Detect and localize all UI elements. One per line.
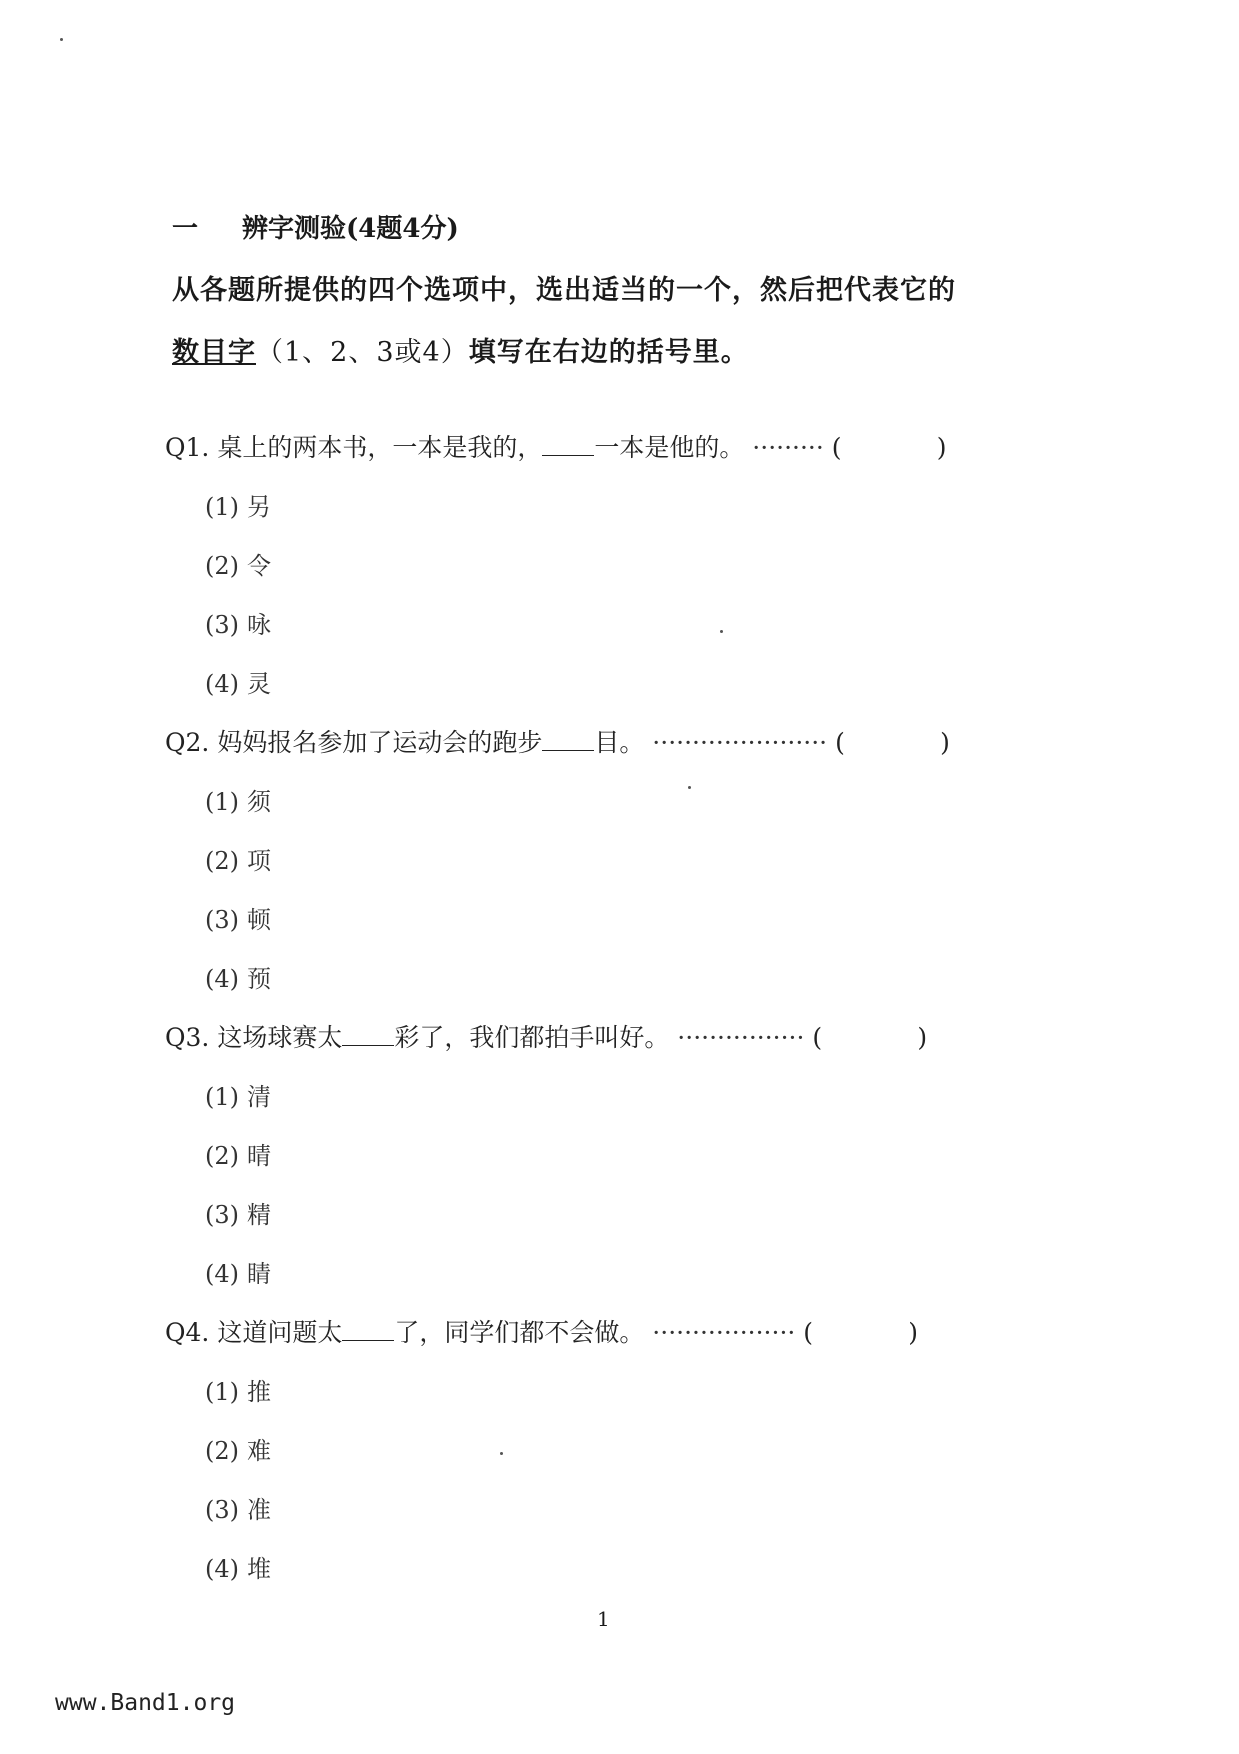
option xyxy=(205,546,271,581)
question-text-before: 妈妈报名参加了运动会的跑步 xyxy=(217,728,543,757)
option-text: 睛 xyxy=(247,1260,271,1288)
section-title: 辨字测验(4题4分) xyxy=(242,214,459,244)
instructions-middle: （1、2、3或4） xyxy=(256,337,469,368)
option-text: 灵 xyxy=(247,670,271,698)
leader-dots: ·················· xyxy=(652,1318,796,1347)
question-label: Q3. xyxy=(165,1023,210,1052)
answer-paren-close: ) xyxy=(936,433,947,462)
option xyxy=(205,1490,271,1525)
option-number: (3) xyxy=(205,1201,239,1229)
instructions-line-1: 从各题所提供的四个选项中，选出适当的一个，然后把代表它的 xyxy=(172,275,956,306)
answer-blank xyxy=(542,728,594,751)
scan-speck xyxy=(500,1452,503,1455)
option-number: (2) xyxy=(205,552,239,580)
question-label: Q1. xyxy=(165,433,210,462)
option xyxy=(205,782,271,817)
instructions-rest: 填写在右边的括号里。 xyxy=(468,337,749,368)
option-text: 顿 xyxy=(247,906,271,934)
option-text: 晴 xyxy=(247,1142,271,1170)
option-text: 令 xyxy=(247,552,271,580)
option xyxy=(205,959,271,994)
option-text: 堆 xyxy=(247,1555,271,1583)
option-text: 准 xyxy=(247,1496,271,1524)
question-text-after: 目。 xyxy=(594,728,645,757)
answer-paren-open: ( xyxy=(835,728,845,757)
answer-paren-open: ( xyxy=(803,1318,814,1347)
question-3 xyxy=(165,1018,927,1054)
option-text: 须 xyxy=(247,788,271,816)
option-number: (2) xyxy=(205,847,239,875)
answer-paren-close: ) xyxy=(917,1023,928,1052)
page-number: 1 xyxy=(597,1607,610,1631)
scan-speck xyxy=(60,38,63,41)
option xyxy=(205,1077,271,1112)
question-text-before: 这场球赛太 xyxy=(217,1023,343,1052)
answer-paren-close: ) xyxy=(908,1318,919,1347)
question-text-before: 这道问题太 xyxy=(217,1318,343,1347)
option-text: 另 xyxy=(247,493,271,521)
question-text-after: 了，同学们都不会做。 xyxy=(394,1318,645,1347)
answer-paren-open: ( xyxy=(831,433,842,462)
option-number: (3) xyxy=(205,906,239,934)
option xyxy=(205,1431,271,1466)
option-number: (4) xyxy=(205,965,239,993)
option-text: 难 xyxy=(247,1437,271,1465)
option-number: (3) xyxy=(205,611,239,639)
question-text-after: 一本是他的。 xyxy=(594,433,745,462)
option-number: (4) xyxy=(205,1260,239,1288)
question-text-after: 彩了，我们都拍手叫好。 xyxy=(394,1023,670,1052)
option xyxy=(205,841,271,876)
option xyxy=(205,1372,271,1407)
footer-url: www.Band1.org xyxy=(55,1690,236,1716)
option-text: 精 xyxy=(247,1201,271,1229)
answer-blank xyxy=(542,433,594,456)
leader-dots: ······················ xyxy=(652,728,828,757)
option-number: (1) xyxy=(205,493,239,521)
answer-blank xyxy=(342,1023,394,1046)
question-label: Q4. xyxy=(165,1318,210,1347)
leader-dots: ········· xyxy=(752,433,824,462)
answer-paren-open: ( xyxy=(812,1023,823,1052)
question-1 xyxy=(165,428,947,464)
option-number: (2) xyxy=(205,1142,239,1170)
option xyxy=(205,664,271,699)
option-number: (4) xyxy=(205,1555,239,1583)
option xyxy=(205,1195,271,1230)
option-text: 预 xyxy=(247,965,271,993)
option xyxy=(205,1254,271,1289)
option-text: 推 xyxy=(247,1378,271,1406)
question-4 xyxy=(165,1313,918,1349)
option xyxy=(205,1549,271,1584)
option-number: (3) xyxy=(205,1496,239,1524)
answer-blank xyxy=(342,1318,394,1341)
option-number: (2) xyxy=(205,1437,239,1465)
option-text: 清 xyxy=(247,1083,271,1111)
instructions-underlined: 数目字 xyxy=(172,337,256,368)
option-text: 项 xyxy=(247,847,271,875)
option-text: 咏 xyxy=(247,611,271,639)
option xyxy=(205,487,271,522)
option-number: (1) xyxy=(205,1083,239,1111)
option-number: (1) xyxy=(205,1378,239,1406)
option xyxy=(205,605,271,640)
scan-speck xyxy=(688,786,691,789)
option xyxy=(205,900,271,935)
scan-speck xyxy=(720,630,723,633)
section-number: 一 xyxy=(172,214,199,244)
answer-paren-close: ) xyxy=(940,728,950,757)
question-2 xyxy=(165,723,950,759)
option xyxy=(205,1136,271,1171)
question-label: Q2. xyxy=(165,728,210,757)
question-text-before: 桌上的两本书，一本是我的， xyxy=(217,433,543,462)
instructions-line-2 xyxy=(172,330,749,369)
option-number: (4) xyxy=(205,670,239,698)
section-heading xyxy=(172,208,459,245)
option-number: (1) xyxy=(205,788,239,816)
leader-dots: ················ xyxy=(677,1023,805,1052)
